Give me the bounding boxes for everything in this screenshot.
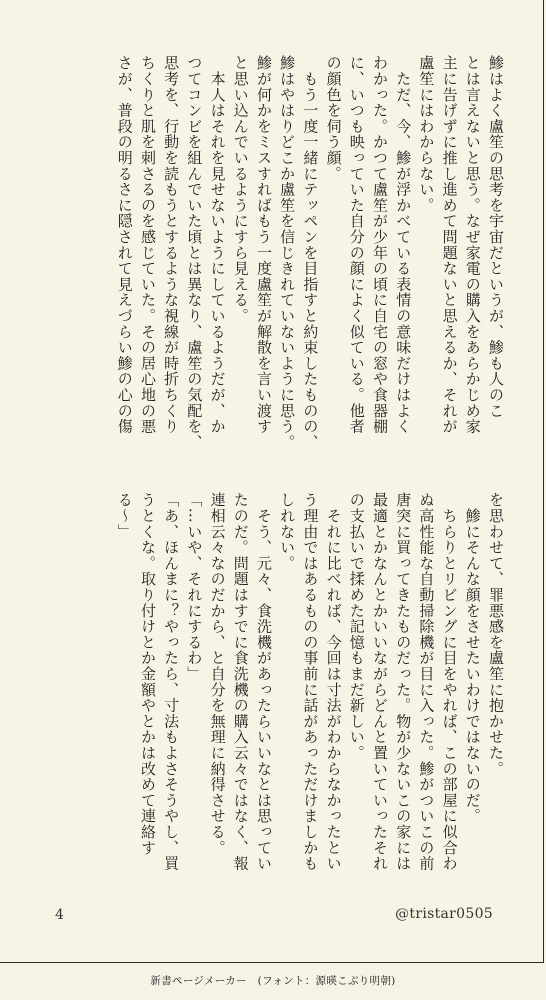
lower-text-line: ちらりとリビングに目をやれば、この部屋に似合わ <box>440 492 459 872</box>
upper-text-line: と思い込んでいるようにすら見える。 <box>231 55 250 324</box>
lower-text-line: 「…いや、それにするわ」 <box>185 492 204 682</box>
upper-text-line: ちくりと肌を刺さるのを感じていた。その居心地の悪 <box>138 55 157 435</box>
upper-text-line: に、いつも映っていた自分の顔によく似ている。他者 <box>347 55 366 435</box>
upper-text-line: 鯵が何かをミスすればもう一度盧笙が解散を言い渡す <box>254 55 273 435</box>
lower-text-block <box>27 492 507 912</box>
lower-text-line: 唐突に買ってきたものだった。物が少ないこの家には <box>394 492 413 872</box>
author-handle: @tristar0505 <box>395 906 493 922</box>
upper-text-block <box>27 55 507 475</box>
generator-caption: 新書ページメーカー (フォント：源暎こぶり明朝) <box>150 975 396 987</box>
upper-text-line: の顔色を伺う顔。 <box>324 55 343 182</box>
upper-text-line: 鯵はよく盧笙の思考を宇宙だというが、鯵も人のこ <box>487 55 505 419</box>
upper-text-line: とは言えないと思う。なぜ家電の購入をあらかじめ家 <box>463 55 482 435</box>
lower-text-line: うとくな。取り付けとか金額やとかは改めて連絡す <box>138 492 157 856</box>
upper-text-line: 鯵はやはりどこか盧笙を信じきれていないように思う。 <box>278 55 297 450</box>
lower-text-line: 「あ、ほんまに？やったら、寸法もよさそうやし、買 <box>162 492 181 872</box>
lower-text-line: う理由ではあるものの事前に話があっただけましかも <box>301 492 320 872</box>
upper-text-line: 思考を、行動を読もうとするような視線が時折ちくり <box>162 55 181 435</box>
page-number: 4 <box>55 907 64 923</box>
lower-text-line: 鯵にそんな顔をさせたいわけではないのだ。 <box>463 492 482 824</box>
upper-text-line: ただ、今、鯵が浮かべている表情の意味だけはよく <box>394 55 413 435</box>
lower-text-line: そう、元々、食洗機があったらいいなとは思ってい <box>254 492 273 872</box>
upper-text-line: さが、普段の明るさに隠されて見えづらい鯵の心の傷 <box>115 55 134 435</box>
lower-text-line: る〜」 <box>115 492 134 540</box>
upper-text-line: もう一度一緒にテッペンを目指すと約束したものの、 <box>301 55 320 450</box>
lower-text-line: 最適とかなんとかいいながらどんと置いていったそれ <box>370 492 389 872</box>
lower-text-line: それに比べれば、今回は寸法がわからなかったとい <box>324 492 343 872</box>
upper-text-line: 主に告げずに推し進めて問題ないと思えるか、それが <box>440 55 459 435</box>
lower-text-line: を思わせて、罪悪感を盧笙に抱かせた。 <box>487 492 505 777</box>
upper-text-line: わかった。かつて盧笙が少年の頃に自宅の窓や食器棚 <box>370 55 389 435</box>
upper-text-line: つてコンビを組んでいた頃とは異なり、盧笙の気配を、 <box>185 55 204 450</box>
lower-text-line: ぬ高性能な自動掃除機が目に入った。鯵がついこの前 <box>417 492 436 872</box>
lower-text-line: しれない。 <box>278 492 297 571</box>
upper-text-line: 本人はそれを見せないようにしているようだが、か <box>208 55 227 435</box>
lower-text-line: 連相云々なのだから、と自分を無理に納得させる。 <box>208 492 227 856</box>
lower-text-line: の支払いで揉めた記憶もまだ新しい。 <box>347 492 366 761</box>
lower-text-line: たのだ。問題はすでに食洗機の購入云々ではなく、報 <box>231 492 250 872</box>
upper-text-line: 盧笙にはわからない。 <box>417 55 436 213</box>
